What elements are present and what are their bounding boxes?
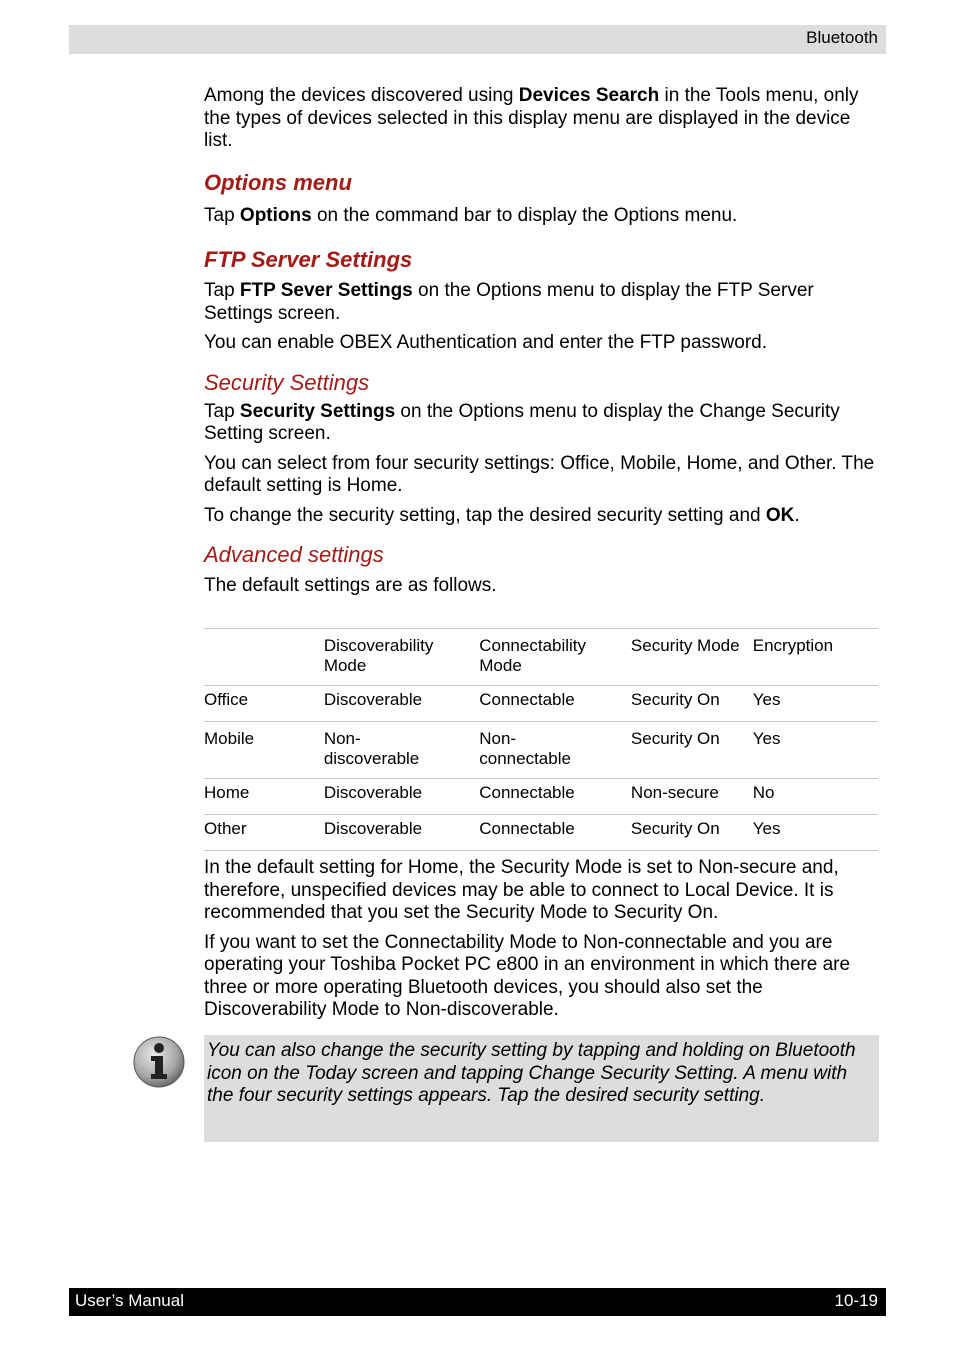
page-number: 10-19 [834, 1291, 878, 1310]
options-heading: Options menu [204, 169, 352, 195]
table-cell: No [753, 779, 878, 815]
advanced-heading: Advanced settings [204, 542, 384, 567]
table-cell: Non-connectable [479, 722, 631, 779]
table-cell: Connectable [479, 686, 631, 722]
table-row [204, 722, 878, 779]
post-paragraph-1: In the default setting for Home, the Security Mode is set to Non-secure and, therefore, unspecified devices may be able to connect to Local Device. It is recommended that you set the Security Mode to Security On. [204, 857, 839, 923]
table-header-cell [204, 629, 324, 686]
post-paragraph-2: If you want to set the Connectability Mode to Non-connectable and you are operating your Toshiba Pocket PC e800 in an environment in which there are three or more operating Bluetooth devices, you should also set the Discoverability Mode to Non-discoverable. [204, 931, 851, 1020]
security-heading: Security Settings [204, 369, 370, 395]
table-cell: Discoverable [324, 779, 479, 815]
options-text: Tap [204, 204, 240, 226]
options-text-after: on the command bar to display the Options menu. [311, 204, 738, 226]
table-cell: Non-discoverable [324, 722, 479, 779]
security-text-3: To change the security setting, tap the desired security setting and [204, 504, 766, 526]
note-text: You can also change the security setting by tapping and holding on Bluetooth icon on the Today screen and tapping Change Security Setting. A menu with the four security settings appears. Tap the desired security setting. [207, 1040, 856, 1107]
table-cell: Discoverable [324, 815, 479, 851]
header-title: Bluetooth [806, 28, 878, 47]
table-cell: Yes [753, 815, 878, 851]
table-row [204, 686, 878, 722]
security-text-after: on the Options menu to display the Change Security Setting screen. [204, 400, 840, 444]
options-paragraph [204, 205, 879, 228]
ftp-text: Tap [204, 280, 240, 301]
footer-bar [69, 1288, 886, 1316]
table-cell: Discoverable [324, 686, 479, 722]
intro-text: Among the devices discovered using [204, 85, 519, 106]
ftp-bold: FTP Sever Settings [239, 280, 413, 301]
security-bold-3: OK [765, 504, 795, 526]
options-bold: Options [239, 204, 312, 226]
note-box [204, 1035, 879, 1142]
security-paragraph-3 [204, 505, 879, 528]
info-icon [133, 1036, 185, 1088]
settings-table [204, 628, 878, 851]
table-header-cell: Encryption [753, 629, 878, 686]
table-cell: Office [204, 686, 324, 722]
table-cell: Security On [631, 722, 753, 779]
table-cell: Other [204, 815, 324, 851]
header-bar [69, 25, 886, 54]
intro-text-after: in the Tools menu, only the types of devices selected in this display menu are displayed in the device list. [204, 85, 859, 151]
table-cell: Yes [753, 722, 878, 779]
table-cell: Connectable [479, 779, 631, 815]
ftp-heading: FTP Server Settings [204, 247, 413, 272]
table-cell: Mobile [204, 722, 324, 779]
intro-bold: Devices Search [518, 85, 660, 106]
table-cell: Security On [631, 815, 753, 851]
security-text-3-after: . [794, 504, 800, 526]
table-header-cell: Connectability Mode [479, 629, 631, 686]
ftp-paragraph-1 [204, 280, 879, 325]
table-row [204, 815, 878, 851]
security-paragraph-1 [204, 401, 879, 446]
table-cell: Security On [631, 686, 753, 722]
table-header-cell: Discoverability Mode [324, 629, 479, 686]
ftp-paragraph-2: You can enable OBEX Authentication and enter the FTP password. [204, 332, 767, 353]
table-header-row [204, 629, 878, 686]
ftp-text-after: on the Options menu to display the FTP Server Settings screen. [204, 280, 814, 324]
main-content [204, 85, 879, 605]
footer-left: User’s Manual [75, 1291, 184, 1310]
table-cell: Non-secure [631, 779, 753, 815]
table-row [204, 779, 878, 815]
table-cell: Yes [753, 686, 878, 722]
security-paragraph-2: You can select from four security settings: Office, Mobile, Home, and Other. The default setting is Home. [204, 452, 875, 496]
table-header-cell: Security Mode [631, 629, 753, 686]
security-bold: Security Settings [239, 400, 396, 422]
table-cell: Connectable [479, 815, 631, 851]
post-table-text [204, 857, 879, 1029]
security-text: Tap [204, 400, 240, 422]
intro-paragraph [204, 85, 879, 153]
table-cell: Home [204, 779, 324, 815]
advanced-paragraph: The default settings are as follows. [204, 575, 497, 596]
